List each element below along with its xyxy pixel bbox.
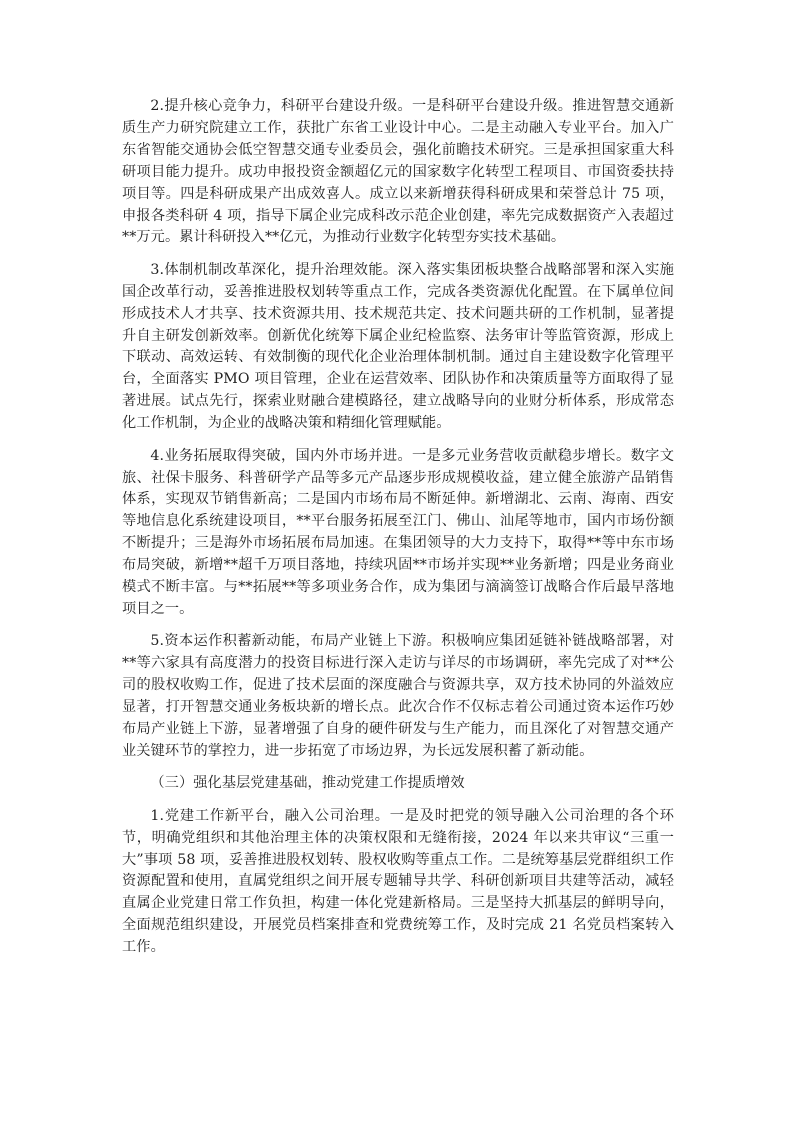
paragraph-party-building: 1.党建工作新平台，融入公司治理。一是及时把党的领导融入公司治理的各个环节，明确党组织和其他治理主体的决策权限和无缝衔接，2024 年以来共审议“三重一大”事项 58 项，妥善推进股权划转、股权收购等重点工作。二是统筹基层党群组织工作资源配置和使用，直属党组织之间开展专题辅导共学、科研创新项目共建等活动，减轻直属企业党建日常工作负担，构建一体化党建新格局。三是坚持大抓基层的鲜明导向，全面规范组织建设，开展党员档案排查和党费统筹工作，及时完成 21 名党员档案转入工作。 xyxy=(122,807,674,956)
paragraph-business-expansion: 4.业务拓展取得突破，国内外市场并进。一是多元业务营收贡献稳步增长。数字文旅、社保卡服务、科普研学产品等多元产品逐步形成规模收益，建立健全旅游产品销售体系，实现双节销售新高；二是国内市场布局不断延伸。新增湖北、云南、海南、西安等地信息化系统建设项目，**平台服务拓展至江门、佛山、汕尾等地市，国内市场份额不断提升；三是海外市场拓展布局加速。在集团领导的大力支持下，取得**等中东市场布局突破，新增**超千万项目落地，持续巩固**市场并实现**业务新增；四是业务商业模式不断丰富。与**拓展**等多项业务合作，成为集团与滴滴签订战略合作后最早落地项目之一。 xyxy=(122,447,674,617)
paragraph-capital-operation: 5.资本运作积蓄新动能，布局产业链上下游。积极响应集团延链补链战略部署，对**等六家具有高度潜力的投资目标进行深入走访与详尽的市场调研，率先完成了对**公司的股权收购工作，促进了技术层面的深度融合与资源共享，双方技术协同的外溢效应显著，打开智慧交通业务板块新的增长点。此次合作不仅标志着公司通过资本运作巧妙布局产业链上下游，显著增强了自身的硬件研发与生产能力，而且深化了对智慧交通产业关键环节的掌控力，进一步拓宽了市场边界，为长远发展积蓄了新动能。 xyxy=(122,633,674,759)
paragraph-research-platform: 2.提升核心竞争力，科研平台建设升级。一是科研平台建设升级。推进智慧交通新质生产力研究院建立工作，获批广东省工业设计中心。二是主动融入专业平台。加入广东省智能交通协会低空智慧交通专业委员会，强化前瞻技术研究。三是承担国家重大科研项目能力提升。成功申报投资金额超亿元的国家数字化转型工程项目、市国资委扶持项目等。四是科研成果产出成效喜人。成立以来新增获得科研成果和荣誉总计 75 项，申报各类科研 4 项，指导下属企业完成科改示范企业创建，率先完成数据资产入表超过**万元。累计科研投入**亿元，为推动行业数字化转型夯实技术基础。 xyxy=(122,98,674,246)
paragraph-governance-reform: 3.体制机制改革深化，提升治理效能。深入落实集团板块整合战略部署和深入实施国企改革行动，妥善推进股权划转等重点工作，完成各类资源优化配置。在下属单位间形成技术人才共享、技术资源共用、技术规范共定、技术问题共研的工作机制，显著提升自主研发创新效率。创新优化统筹下属企业纪检监察、法务审计等监管资源，形成上下联动、高效运转、有效制衡的现代化企业治理体制机制。通过自主建设数字化管理平台，全面落实 PMO 项目管理，企业在运营效率、团队协作和决策质量等方面取得了显著进展。试点先行，探索业财融合建模路径，建立战略导向的业财分析体系，形成常态化工作机制，为企业的战略决策和精细化管理赋能。 xyxy=(122,261,674,432)
section-heading: （三）强化基层党建基础，推动党建工作提质增效 xyxy=(150,775,465,792)
document-page xyxy=(122,96,674,970)
